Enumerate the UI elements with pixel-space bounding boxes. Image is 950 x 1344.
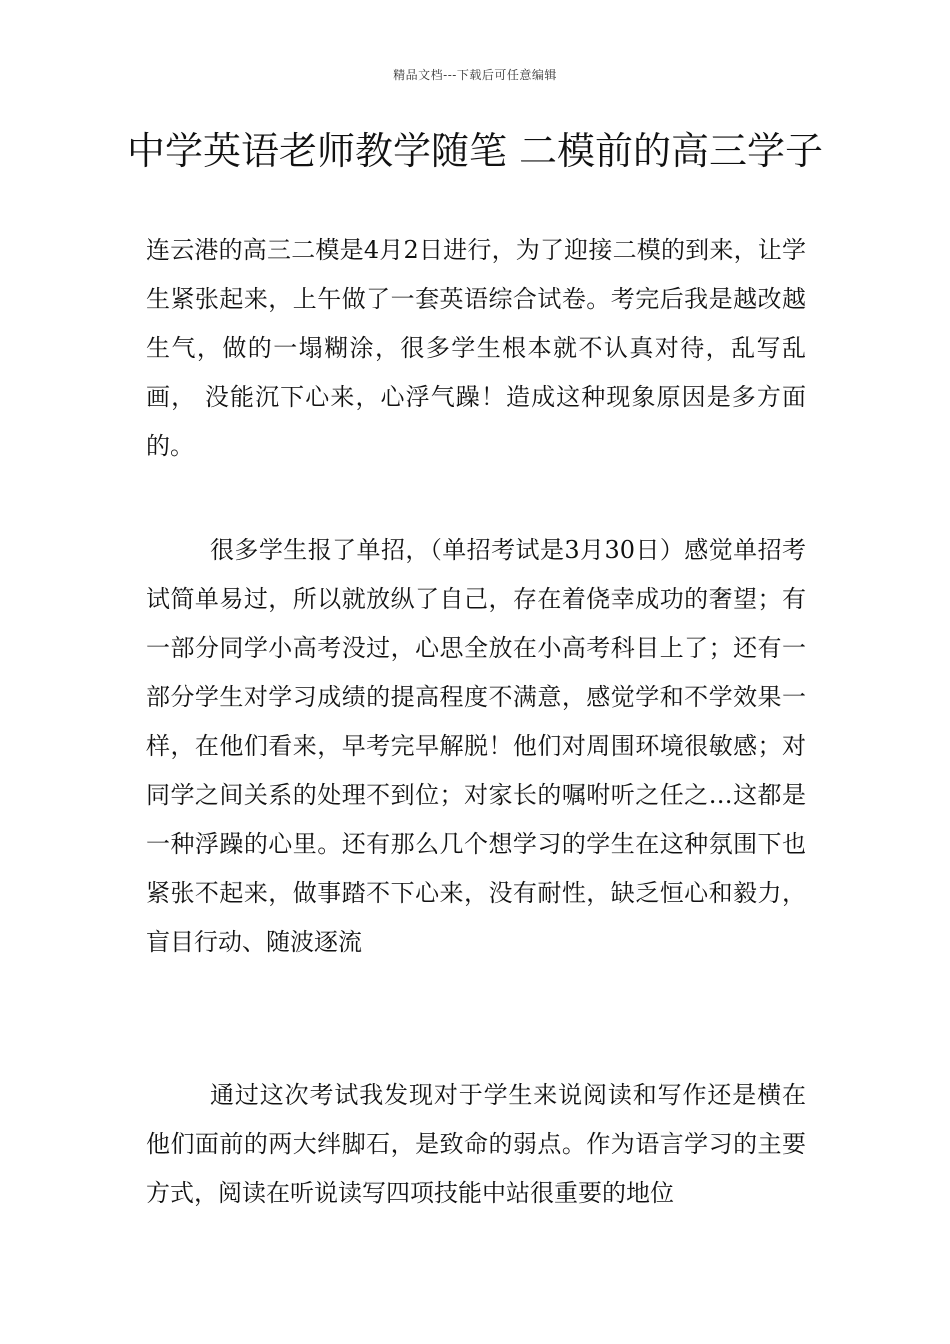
document-title: 中学英语老师教学随笔 二模前的高三学子 [126, 129, 824, 173]
page-header: 精品文档---下载后可任意编辑 [393, 68, 557, 82]
paragraph-3: 通过这次考试我发现对于学生来说阅读和写作还是横在他们面前的两大绊脚石，是致命的弱点。作为语言学习的主要方式，阅读在听说读写四项技能中站很重要的地位 [146, 1081, 806, 1207]
paragraph-1: 连云港的高三二模是4月2日进行，为了迎接二模的到来，让学生紧张起来，上午做了一套英语综合试卷。考完后我是越改越生气，做的一塌糊涂，很多学生根本就不认真对待，乱写乱画， 没能沉下心来，心浮气躁！造成这种现象原因是多方面的。 [146, 236, 806, 460]
paragraph-2: 很多学生报了单招，（单招考试是3月30日）感觉单招考试简单易过，所以就放纵了自己，存在着侥幸成功的奢望；有一部分同学小高考没过，心思全放在小高考科目上了；还有一部分学生对学习成绩的提高程度不满意，感觉学和不学效果一样，在他们看来，早考完早解脱！他们对周围环境很敏感；对同学之间关系的处理不到位；对家长的嘱咐听之任之…这都是一种浮躁的心里。还有那么几个想学习的学生在这种氛围下也紧张不起来，做事踏不下心来，没有耐性，缺乏恒心和毅力，盲目行动、随波逐流 [146, 536, 806, 956]
